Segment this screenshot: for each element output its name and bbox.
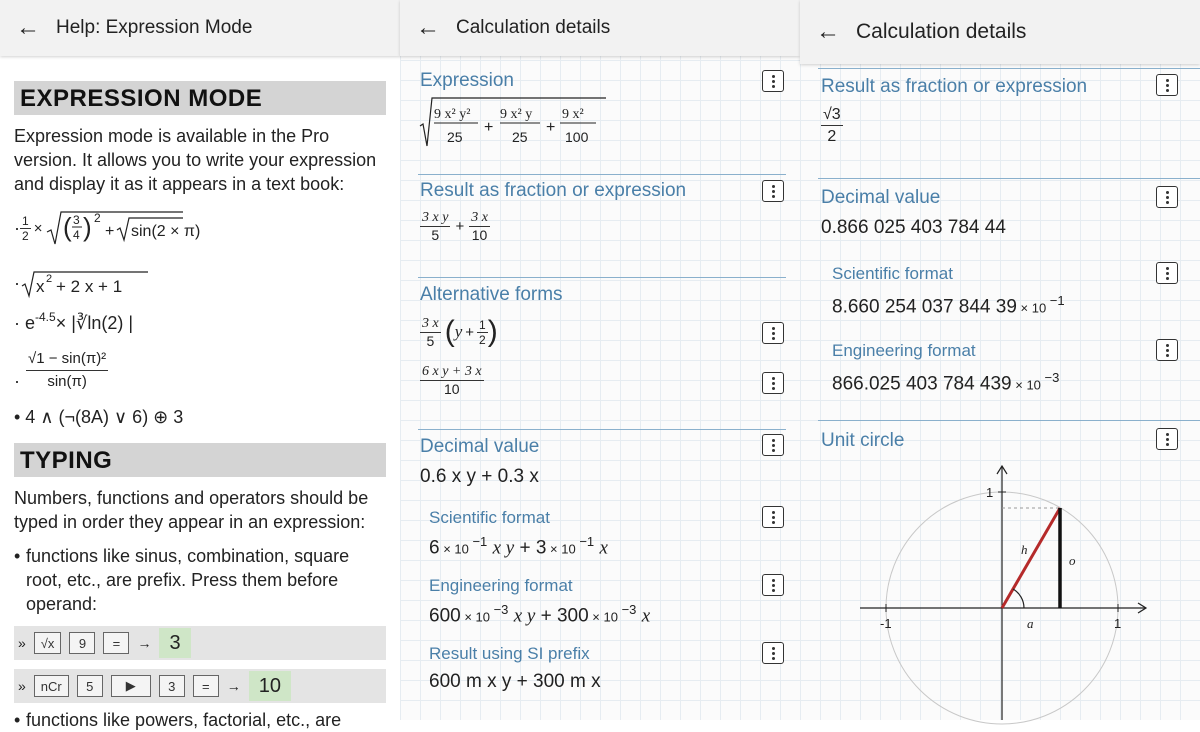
svg-text:2: 2 xyxy=(94,211,102,225)
section-heading-typing: TYPING xyxy=(14,443,386,477)
example-2-formula xyxy=(20,268,150,298)
example-2: · x 2 + 2 x + 1 xyxy=(14,268,150,298)
scientific-value: 6 × 10 $^{-1}$ x y + 3 × 10 $^{-1}$ x xyxy=(429,534,608,559)
axis-label-neg1: -1 xyxy=(880,616,892,631)
example-5: • 4 ∧ (¬(8A) ∨ 6) ⊕ 3 xyxy=(14,406,184,427)
calc-details-panel-2 xyxy=(800,0,1200,720)
scientific-title: Scientific format xyxy=(832,264,953,283)
app-bar xyxy=(800,0,1200,64)
alternative-form-2: $\frac{\text{6 x y + 3 x}}{10}$ xyxy=(422,364,482,397)
example-3-exponent: -4.5 xyxy=(35,310,56,324)
opposite-label: o xyxy=(1069,553,1076,568)
typing-bullet-2-text: functions like powers, factorial, etc., are xyxy=(26,710,342,730)
divider xyxy=(818,420,1200,421)
alternative-form-1: $\frac{3 x}{5}$ ( y + $\frac{1}{2}$ ) xyxy=(422,315,498,349)
example-3-base: · e xyxy=(14,312,36,333)
si-prefix-value: 600 m x y + 300 m x xyxy=(429,671,601,692)
key-sequence-result: 3 xyxy=(159,628,190,658)
section-heading-expression: EXPRESSION MODE xyxy=(14,81,386,115)
svg-text:+: + xyxy=(546,119,556,136)
si-prefix-title: Result using SI prefix xyxy=(429,644,590,663)
svg-text:x: x xyxy=(36,277,45,296)
svg-text:9 x² y: 9 x² y xyxy=(500,107,533,122)
typing-bullet-2: • functions like powers, factorial, etc., are xyxy=(14,710,342,730)
axis-label-top1: 1 xyxy=(986,485,994,500)
example-3 xyxy=(14,308,133,338)
back-arrow-icon[interactable]: ← xyxy=(16,14,40,41)
svg-text:9 x² y²: 9 x² y² xyxy=(434,107,471,122)
expression-formula xyxy=(418,96,608,148)
scientific-mantissa: 8.660 254 037 844 39 xyxy=(832,296,1017,318)
alternative-forms-title: Alternative forms xyxy=(420,284,563,305)
more-vertical-icon[interactable] xyxy=(1156,262,1178,284)
divider xyxy=(418,277,786,278)
key-sqrt-button[interactable]: √x xyxy=(34,632,62,654)
more-vertical-icon[interactable] xyxy=(1156,339,1178,361)
example-4-numerator: √1 − sin(π)² xyxy=(26,348,108,371)
scientific-title: Scientific format xyxy=(429,508,550,527)
axis-label-pos1: 1 xyxy=(1114,616,1122,631)
unit-circle-title: Unit circle xyxy=(821,430,905,451)
page-title: Calculation details xyxy=(856,20,1027,43)
scientific-exponent: −1 xyxy=(1049,293,1065,308)
more-vertical-icon[interactable] xyxy=(1156,186,1178,208)
example-1: · $\frac{1}{2}$ × ( 3 4 ) 2 + sin(2 × π) xyxy=(14,210,185,246)
key-ncr-button[interactable]: nCr xyxy=(34,675,69,697)
hypotenuse-label: h xyxy=(1021,542,1028,557)
back-arrow-icon[interactable]: ← xyxy=(816,18,840,45)
page-title: Calculation details xyxy=(456,17,611,38)
typing-paragraph: Numbers, functions and operators should be typed in order they appear in an expression: xyxy=(14,488,369,532)
more-vertical-icon[interactable] xyxy=(762,642,784,664)
decimal-title: Decimal value xyxy=(420,436,540,457)
more-vertical-icon[interactable] xyxy=(1156,428,1178,450)
key-sequence-row-1 xyxy=(14,626,386,660)
page-title: Help: Expression Mode xyxy=(56,17,253,38)
svg-text:(: ( xyxy=(63,212,73,242)
more-vertical-icon[interactable] xyxy=(762,434,784,456)
result-title: Result as fraction or expression xyxy=(821,76,1088,97)
result-formula xyxy=(821,104,843,147)
row-prefix: » xyxy=(18,678,26,694)
expression-paragraph: Expression mode is available in the Pro version. It allows you to write your expression and display it as it appears in a text book: xyxy=(14,126,377,194)
key-sequence-result: 10 xyxy=(249,671,291,701)
expression-title: Expression xyxy=(420,70,514,91)
key-9-button[interactable]: 9 xyxy=(69,632,95,654)
key-3-button[interactable]: 3 xyxy=(159,675,185,697)
divider xyxy=(818,178,1200,179)
key-sequence-row-2 xyxy=(14,669,386,703)
example-4: · $\frac{\text{√1 − sin(π)²}}{\sin(\pi)}$ xyxy=(14,349,107,391)
app-bar xyxy=(400,0,800,56)
divider xyxy=(418,429,786,430)
more-vertical-icon[interactable] xyxy=(762,322,784,344)
engineering-value: 600 × 10 $^{-3}$ x y + 300 × 10 $^{-3}$ x xyxy=(429,602,651,627)
help-panel xyxy=(0,0,400,730)
key-equals-button[interactable]: = xyxy=(193,675,219,697)
result-formula: $\frac{\text{3 x y}}{5}$ + $\frac{3 x}{10}$ xyxy=(422,210,488,243)
decimal-title: Decimal value xyxy=(821,187,941,208)
more-vertical-icon[interactable] xyxy=(762,506,784,528)
key-right-button[interactable]: ▶ xyxy=(111,675,151,697)
decimal-value: 0.866 025 403 784 44 xyxy=(821,217,1006,238)
divider xyxy=(818,68,1200,69)
svg-text:25: 25 xyxy=(447,129,463,145)
arrow-icon: → xyxy=(226,678,241,694)
svg-text:2: 2 xyxy=(46,273,53,285)
svg-text:): ) xyxy=(83,212,93,242)
svg-text:+ 2 x + 1: + 2 x + 1 xyxy=(56,277,123,296)
app-bar xyxy=(0,0,400,56)
svg-text:+: + xyxy=(105,223,115,240)
more-vertical-icon[interactable] xyxy=(762,574,784,596)
unit-circle-diagram xyxy=(800,460,1200,720)
result-numerator: √3 xyxy=(821,104,843,126)
svg-text:sin(2 × π): sin(2 × π) xyxy=(131,223,201,240)
more-vertical-icon[interactable] xyxy=(762,180,784,202)
engineering-exponent: −3 xyxy=(1044,370,1060,385)
svg-text:3: 3 xyxy=(73,213,81,227)
svg-text:100: 100 xyxy=(565,129,589,145)
example-4-denominator: sin(π) xyxy=(47,372,87,390)
divider xyxy=(418,174,786,175)
more-vertical-icon[interactable] xyxy=(1156,74,1178,96)
svg-text:9 x²: 9 x² xyxy=(562,107,584,122)
key-equals-button[interactable]: = xyxy=(103,632,129,654)
calc-details-panel xyxy=(400,0,800,720)
svg-text:25: 25 xyxy=(512,129,528,145)
typing-bullet-1: • functions like sinus, combination, square root, etc., are prefix. Press them before operand: xyxy=(14,546,350,614)
adjacent-label: a xyxy=(1027,616,1034,631)
engineering-title: Engineering format xyxy=(429,576,573,595)
svg-text:+: + xyxy=(484,119,494,136)
typing-bullet-1-text: functions like sinus, combination, square root, etc., are prefix. Press them before operand: xyxy=(26,546,350,614)
svg-text:4: 4 xyxy=(73,228,81,242)
engineering-mantissa: 866.025 403 784 439 xyxy=(832,373,1012,395)
key-5-button[interactable]: 5 xyxy=(77,675,103,697)
engineering-value: 866.025 403 784 439 × 10 $^{-3}$ xyxy=(832,370,1060,395)
more-vertical-icon[interactable] xyxy=(762,70,784,92)
example-3-rest: × |∛ln(2) | xyxy=(55,312,134,333)
back-arrow-icon[interactable]: ← xyxy=(416,14,440,41)
engineering-title: Engineering format xyxy=(832,341,976,360)
row-prefix: » xyxy=(18,635,26,651)
result-title: Result as fraction or expression xyxy=(420,180,687,201)
arrow-icon: → xyxy=(137,635,152,651)
decimal-value: 0.6 x y + 0.3 x xyxy=(420,466,539,487)
scientific-value: 8.660 254 037 844 39 × 10 $^{-1}$ xyxy=(832,293,1065,318)
result-denominator: 2 xyxy=(827,128,837,145)
example-1-formula xyxy=(45,210,201,246)
more-vertical-icon[interactable] xyxy=(762,372,784,394)
